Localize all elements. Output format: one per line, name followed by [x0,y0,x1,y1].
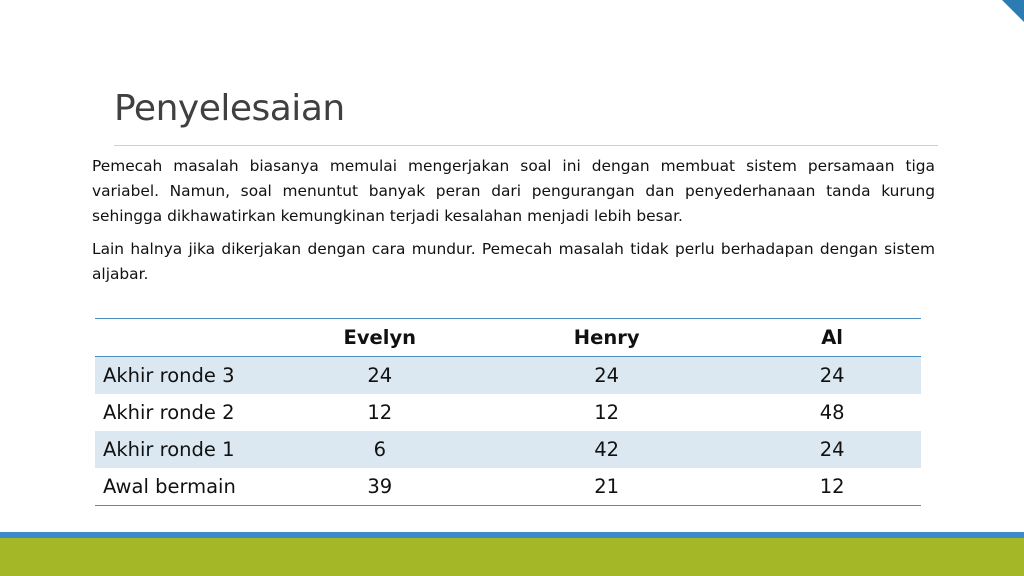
header-blank [95,319,289,357]
cell-henry: 12 [594,401,620,424]
cell-evelyn: 24 [367,364,393,387]
corner-accent [1002,0,1024,22]
table-header-row [95,319,921,357]
row-label: Awal bermain [103,475,236,498]
cell-al: 24 [819,438,845,461]
header-al: Al [821,326,843,349]
row-label: Akhir ronde 3 [103,364,235,387]
table-row [95,394,921,431]
cell-evelyn: 6 [373,438,386,461]
table-row [95,357,921,395]
cell-henry: 24 [594,364,620,387]
table-row [95,431,921,468]
body-text [92,154,935,295]
paragraph-1: Pemecah masalah biasanya memulai mengerjakan soal ini dengan membuat sistem persamaan tiga variabel. Namun, soal menuntut banyak peran dari pengurangan dan penyederhanaan tanda kurung sehingga dikhawatirkan kemungkinan terjadi kesalahan menjadi lebih besar. [92,157,935,225]
row-label: Akhir ronde 2 [103,401,235,424]
cell-al: 12 [819,475,845,498]
cell-al: 48 [819,401,845,424]
cell-al: 24 [819,364,845,387]
cell-henry: 21 [594,475,620,498]
header-evelyn: Evelyn [343,326,417,349]
row-label: Akhir ronde 1 [103,438,235,461]
header-henry: Henry [573,326,640,349]
cell-evelyn: 39 [367,475,393,498]
footer-band-green [0,538,1024,576]
rounds-table [95,318,921,506]
table-row [95,468,921,506]
title-divider [114,145,938,146]
cell-henry: 42 [594,438,620,461]
paragraph-2: Lain halnya jika dikerjakan dengan cara mundur. Pemecah masalah tidak perlu berhadapan dengan sistem aljabar. [92,240,935,283]
slide-title: Penyelesaian [114,88,345,129]
cell-evelyn: 12 [367,401,393,424]
